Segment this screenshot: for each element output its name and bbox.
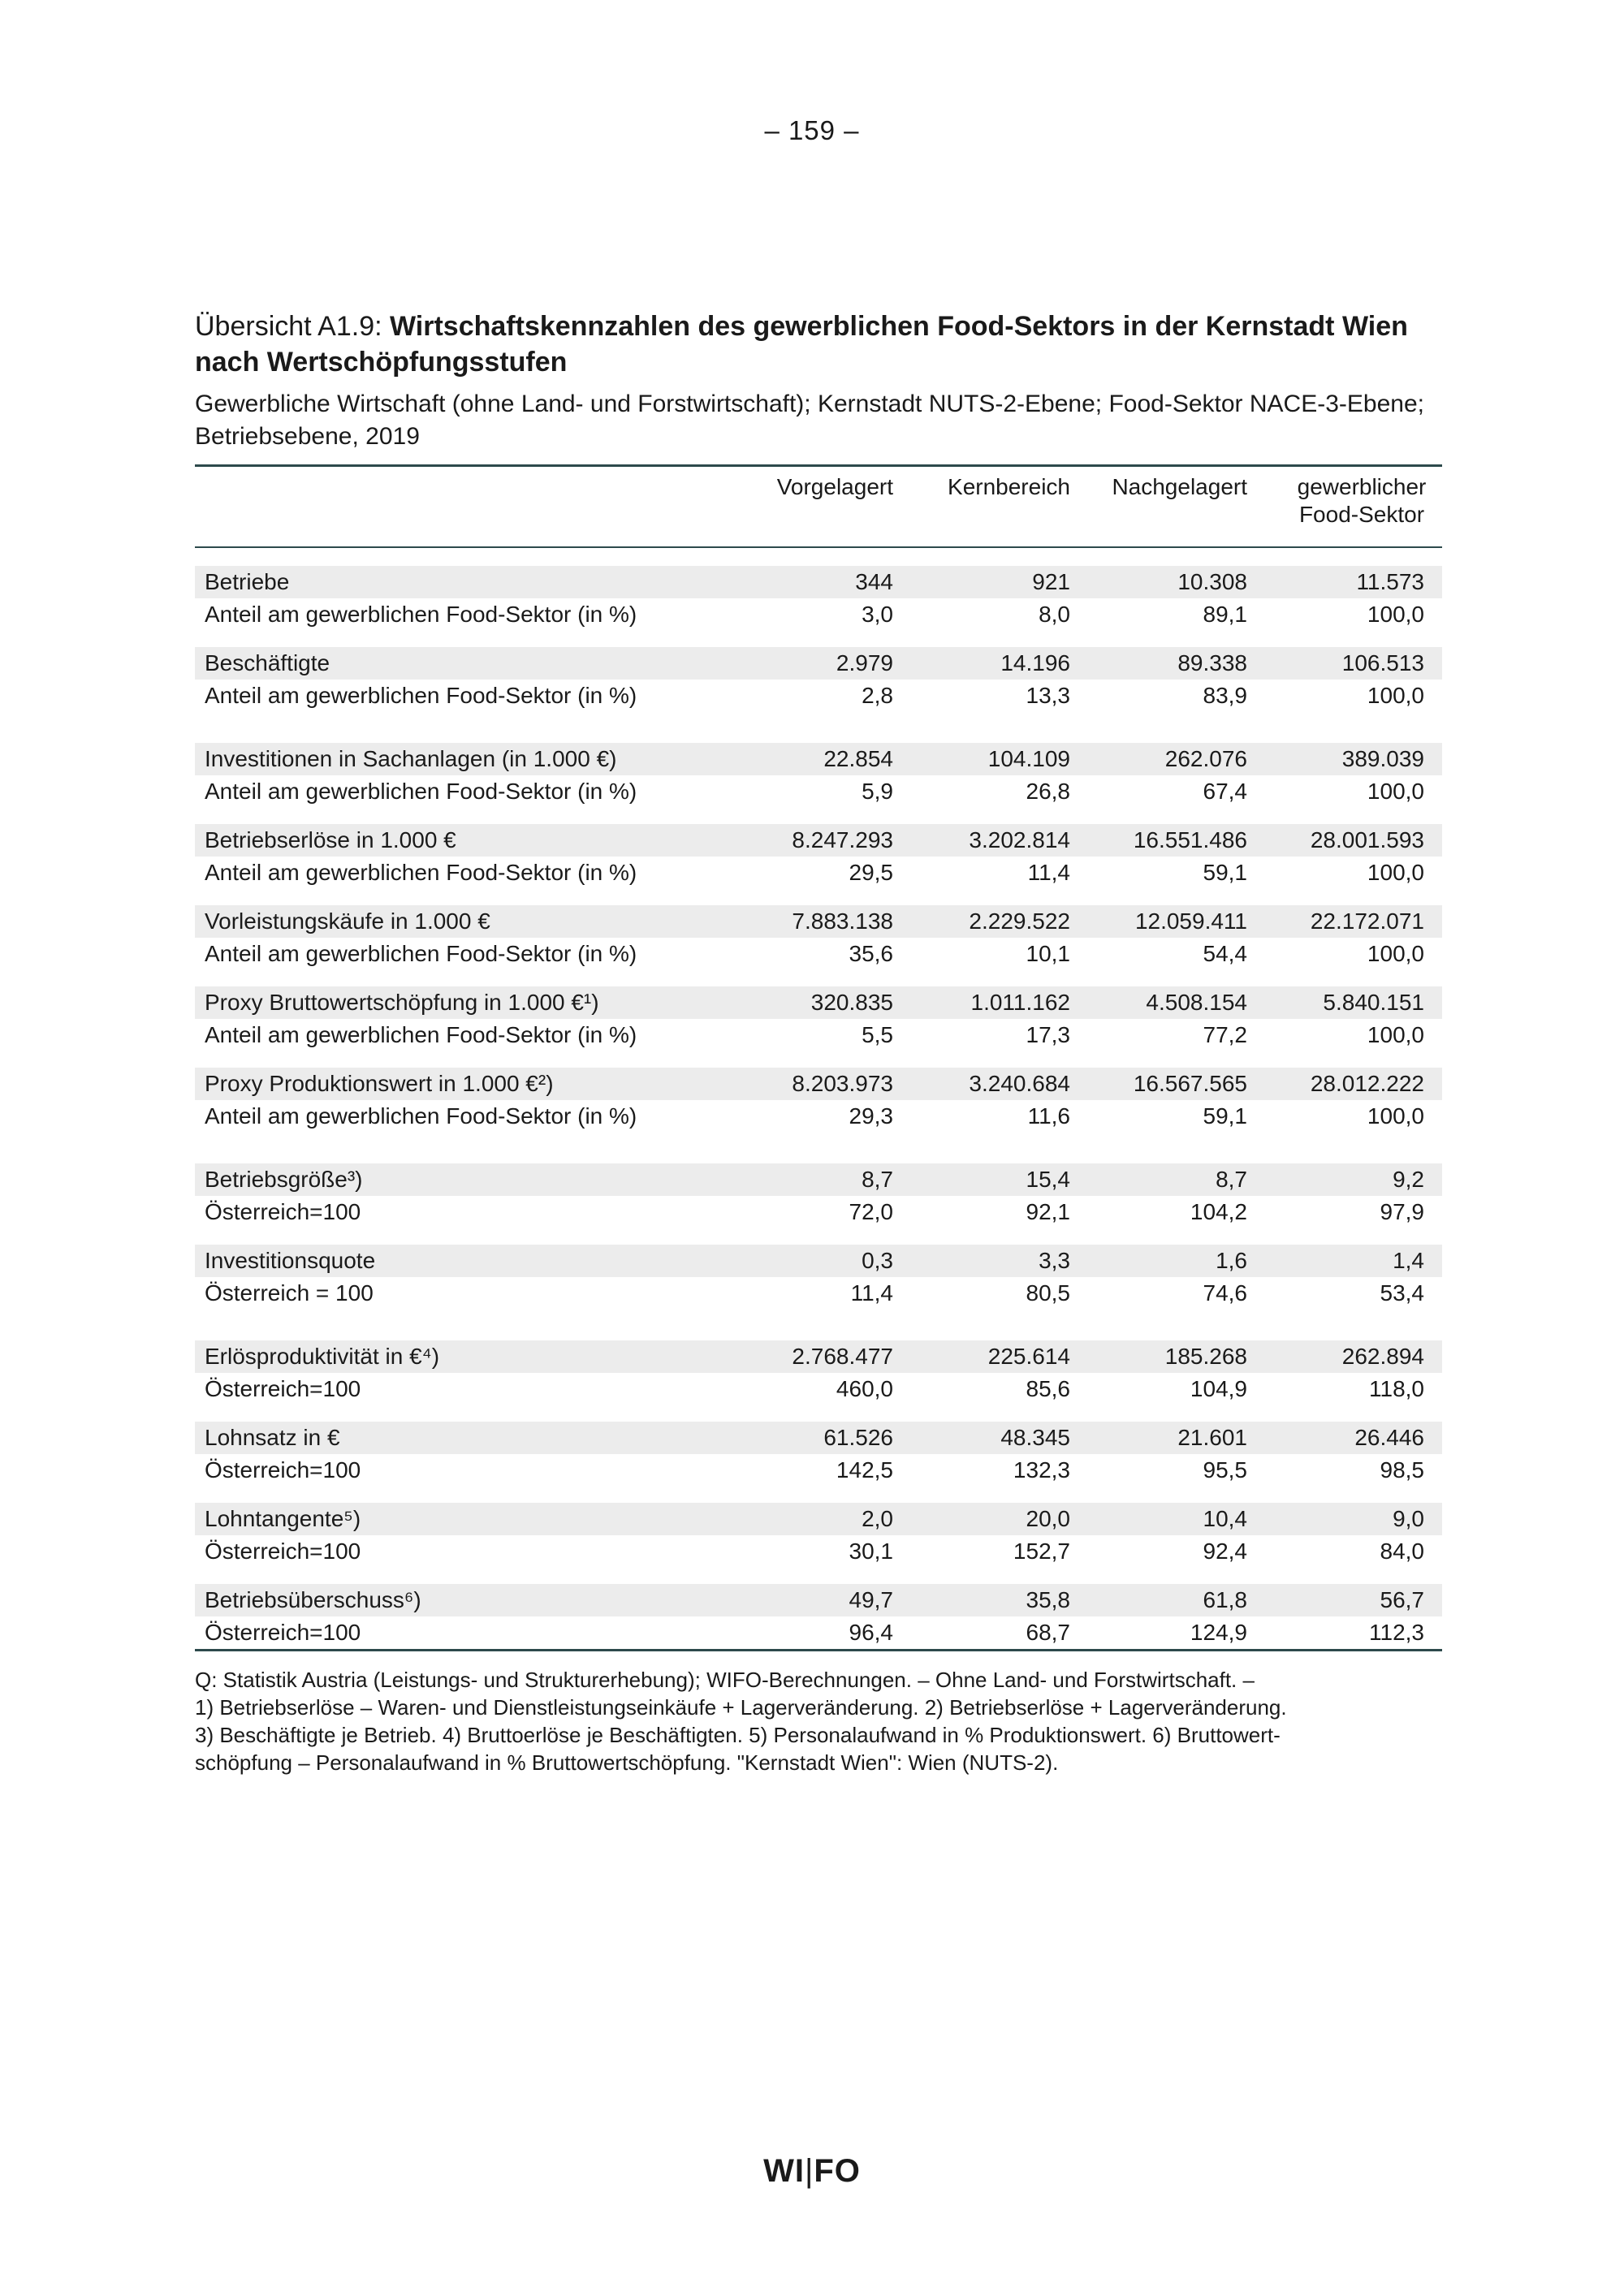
title-block (195, 309, 1445, 453)
header-kernbereich: Kernbereich (948, 474, 1070, 499)
row-value: 11,4 (1027, 860, 1070, 885)
row-value: 53,4 (1380, 1280, 1424, 1306)
footnote-line: schöpfung – Personalaufwand in % Bruttowertschöpfung. "Kernstadt Wien": Wien (NUTS-2). (195, 1750, 1059, 1775)
row-value: 61.526 (734, 1422, 911, 1454)
row-label: Anteil am gewerblichen Food-Sektor (in %) (205, 1022, 637, 1047)
row-value: 92,1 (1026, 1199, 1070, 1224)
row-label: Anteil am gewerblichen Food-Sektor (in %) (205, 779, 637, 804)
table-body (195, 547, 1442, 1651)
spacer-cell (195, 547, 1442, 566)
row-value: 2,0 (734, 1503, 911, 1535)
row-label: Betriebe (195, 566, 734, 598)
table-row (195, 1100, 1442, 1133)
spacer-cell (195, 808, 1442, 824)
row-label: Vorleistungskäufe in 1.000 € (195, 905, 734, 938)
row-spacer (195, 1568, 1442, 1584)
spacer-cell (195, 889, 1442, 905)
row-value: 17,3 (1026, 1022, 1070, 1047)
row-label: Lohntangente⁵) (195, 1503, 734, 1535)
row-value: 262.894 (1265, 1340, 1442, 1373)
row-value: 98,5 (1380, 1457, 1424, 1482)
row-value: 10.308 (1088, 566, 1265, 598)
row-value: 35,6 (849, 941, 893, 966)
row-value: 5,9 (862, 779, 893, 804)
row-value: 3,3 (911, 1245, 1088, 1277)
row-value: 77,2 (1203, 1022, 1247, 1047)
footnote-line: 1) Betriebserlöse – Waren- und Dienstleistungseinkäufe + Lagerveränderung. 2) Betriebserlöse + Lagerveränderung. (195, 1695, 1287, 1720)
row-spacer (195, 1405, 1442, 1422)
table-row (195, 1503, 1442, 1535)
row-value: 104,2 (1190, 1199, 1247, 1224)
table-row (195, 1373, 1442, 1405)
header-label-empty (195, 466, 734, 548)
table-row (195, 1340, 1442, 1373)
row-label: Erlösproduktivität in €⁴) (195, 1340, 734, 1373)
row-value: 95,5 (1203, 1457, 1247, 1482)
data-table (195, 464, 1442, 1651)
title-prefix: Übersicht A1.9: (195, 311, 391, 342)
row-value: 152,7 (1013, 1539, 1070, 1564)
row-value: 49,7 (734, 1584, 911, 1616)
row-value: 2.768.477 (734, 1340, 911, 1373)
row-value: 2.979 (734, 647, 911, 680)
row-value: 3.240.684 (911, 1068, 1088, 1100)
row-value: 104.109 (911, 743, 1088, 775)
row-spacer (195, 970, 1442, 986)
spacer-cell (195, 712, 1442, 743)
row-spacer (195, 1133, 1442, 1163)
table-subtitle: Gewerbliche Wirtschaft (ohne Land- und Forstwirtschaft); Kernstadt NUTS-2-Ebene; Food-Sektor NACE-3-Ebene; Betriebsebene, 2019 (195, 391, 1424, 450)
row-value: 80,5 (1026, 1280, 1070, 1306)
row-value: 344 (734, 566, 911, 598)
row-value: 5,5 (862, 1022, 893, 1047)
row-value: 100,0 (1367, 602, 1424, 627)
row-value: 15,4 (911, 1163, 1088, 1196)
row-value: 4.508.154 (1088, 986, 1265, 1019)
row-value: 921 (911, 566, 1088, 598)
row-value: 262.076 (1088, 743, 1265, 775)
row-spacer (195, 547, 1442, 566)
row-label: Anteil am gewerblichen Food-Sektor (in %) (205, 683, 637, 708)
spacer-cell (195, 1310, 1442, 1340)
row-value: 22.854 (734, 743, 911, 775)
row-value: 1,6 (1088, 1245, 1265, 1277)
row-value: 85,6 (1026, 1376, 1070, 1401)
row-value: 100,0 (1367, 1103, 1424, 1129)
row-value: 11,6 (1027, 1103, 1070, 1129)
table-row (195, 1196, 1442, 1228)
row-label: Betriebsüberschuss⁶) (195, 1584, 734, 1616)
row-value: 84,0 (1380, 1539, 1424, 1564)
row-label: Investitionsquote (195, 1245, 734, 1277)
title-bold: Wirtschaftskennzahlen des gewerblichen Food-Sektors in der Kernstadt Wien nach Wertschöpfungsstufen (195, 311, 1408, 378)
table-title (195, 309, 1445, 380)
row-value: 48.345 (911, 1422, 1088, 1454)
row-spacer (195, 1051, 1442, 1068)
logo-left: WI (763, 2153, 805, 2189)
row-value: 8,7 (1088, 1163, 1265, 1196)
row-label: Investitionen in Sachanlagen (in 1.000 €) (195, 743, 734, 775)
row-value: 28.012.222 (1265, 1068, 1442, 1100)
footnote-line: Q: Statistik Austria (Leistungs- und Strukturerhebung); WIFO-Berechnungen. – Ohne Land- und Forstwirtschaft. – (195, 1668, 1255, 1692)
row-label: Österreich = 100 (205, 1280, 374, 1306)
row-spacer (195, 808, 1442, 824)
row-value: 100,0 (1367, 941, 1424, 966)
row-value: 389.039 (1265, 743, 1442, 775)
row-value: 2,8 (862, 683, 893, 708)
table-row (195, 1245, 1442, 1277)
row-value: 28.001.593 (1265, 824, 1442, 857)
row-value: 96,4 (734, 1616, 911, 1651)
table-row (195, 905, 1442, 938)
row-label: Österreich=100 (205, 1376, 361, 1401)
row-value: 20,0 (911, 1503, 1088, 1535)
row-value: 22.172.071 (1265, 905, 1442, 938)
table-row (195, 1019, 1442, 1051)
row-value: 112,3 (1265, 1616, 1442, 1651)
row-value: 1.011.162 (911, 986, 1088, 1019)
table-row (195, 1584, 1442, 1616)
spacer-cell (195, 1487, 1442, 1503)
row-label: Österreich=100 (205, 1457, 361, 1482)
row-value: 8,7 (734, 1163, 911, 1196)
table-row (195, 824, 1442, 857)
table-header-row (195, 466, 1442, 548)
row-value: 8.203.973 (734, 1068, 911, 1100)
row-value: 11.573 (1265, 566, 1442, 598)
table-row (195, 775, 1442, 808)
row-value: 10,4 (1088, 1503, 1265, 1535)
footnote (195, 1666, 1445, 1776)
row-spacer (195, 712, 1442, 743)
spacer-cell (195, 1568, 1442, 1584)
table-row (195, 566, 1442, 598)
row-spacer (195, 1487, 1442, 1503)
row-value: 89,1 (1203, 602, 1247, 627)
row-label: Anteil am gewerblichen Food-Sektor (in %) (205, 941, 637, 966)
row-label: Anteil am gewerblichen Food-Sektor (in %) (205, 602, 637, 627)
row-label: Proxy Bruttowertschöpfung in 1.000 €¹) (195, 986, 734, 1019)
row-label: Betriebserlöse in 1.000 € (195, 824, 734, 857)
row-value: 12.059.411 (1088, 905, 1265, 938)
row-value: 5.840.151 (1265, 986, 1442, 1019)
row-value: 16.567.565 (1088, 1068, 1265, 1100)
row-value: 89.338 (1088, 647, 1265, 680)
row-value: 56,7 (1265, 1584, 1442, 1616)
table-row (195, 938, 1442, 970)
row-value: 26.446 (1265, 1422, 1442, 1454)
spacer-cell (195, 970, 1442, 986)
table-row (195, 743, 1442, 775)
row-value: 59,1 (1203, 1103, 1247, 1129)
table-row (195, 986, 1442, 1019)
spacer-cell (195, 1133, 1442, 1163)
row-value: 29,3 (849, 1103, 893, 1129)
row-value: 16.551.486 (1088, 824, 1265, 857)
table-row (195, 1068, 1442, 1100)
row-value: 14.196 (911, 647, 1088, 680)
row-value: 2.229.522 (911, 905, 1088, 938)
logo-right: FO (814, 2153, 861, 2189)
row-label: Anteil am gewerblichen Food-Sektor (in %) (205, 860, 637, 885)
wifo-logo (0, 2153, 1624, 2190)
row-value: 100,0 (1367, 860, 1424, 885)
data-table-wrapper (195, 464, 1442, 1651)
row-value: 225.614 (911, 1340, 1088, 1373)
table-row (195, 1454, 1442, 1487)
table-row (195, 680, 1442, 712)
row-label: Österreich=100 (195, 1616, 734, 1651)
row-value: 8.247.293 (734, 824, 911, 857)
table-row (195, 1535, 1442, 1568)
row-value: 132,3 (1013, 1457, 1070, 1482)
row-value: 21.601 (1088, 1422, 1265, 1454)
row-value: 13,3 (1026, 683, 1070, 708)
row-label: Anteil am gewerblichen Food-Sektor (in %) (205, 1103, 637, 1129)
row-value: 97,9 (1380, 1199, 1424, 1224)
row-value: 8,0 (1039, 602, 1070, 627)
row-value: 118,0 (1369, 1376, 1424, 1401)
row-value: 460,0 (836, 1376, 893, 1401)
spacer-cell (195, 1405, 1442, 1422)
table-row (195, 1163, 1442, 1196)
row-value: 54,4 (1203, 941, 1247, 966)
row-value: 61,8 (1088, 1584, 1265, 1616)
table-row (195, 1422, 1442, 1454)
row-value: 10,1 (1026, 941, 1070, 966)
row-value: 74,6 (1203, 1280, 1247, 1306)
row-spacer (195, 1310, 1442, 1340)
row-value: 185.268 (1088, 1340, 1265, 1373)
row-value: 1,4 (1265, 1245, 1442, 1277)
row-value: 59,1 (1203, 860, 1247, 885)
table-row (195, 1277, 1442, 1310)
row-value: 3.202.814 (911, 824, 1088, 857)
row-value: 7.883.138 (734, 905, 911, 938)
page-number: – 159 – (764, 115, 860, 145)
footnote-line: 3) Beschäftigte je Betrieb. 4) Bruttoerlöse je Beschäftigten. 5) Personalaufwand in % Produktionswert. 6) Bruttowert- (195, 1723, 1281, 1747)
row-value: 100,0 (1367, 683, 1424, 708)
logo-divider: | (804, 2153, 814, 2189)
row-value: 3,0 (862, 602, 893, 627)
row-value: 67,4 (1203, 779, 1247, 804)
row-value: 68,7 (911, 1616, 1088, 1651)
row-value: 124,9 (1088, 1616, 1265, 1651)
row-value: 9,2 (1265, 1163, 1442, 1196)
row-value: 104,9 (1190, 1376, 1247, 1401)
row-value: 142,5 (836, 1457, 893, 1482)
spacer-cell (195, 1228, 1442, 1245)
row-value: 29,5 (849, 860, 893, 885)
row-label: Betriebsgröße³) (195, 1163, 734, 1196)
row-value: 92,4 (1203, 1539, 1247, 1564)
row-value: 0,3 (734, 1245, 911, 1277)
row-label: Lohnsatz in € (195, 1422, 734, 1454)
spacer-cell (195, 631, 1442, 647)
row-spacer (195, 889, 1442, 905)
row-value: 100,0 (1367, 779, 1424, 804)
row-value: 72,0 (849, 1199, 893, 1224)
row-value: 30,1 (849, 1539, 893, 1564)
row-value: 26,8 (1026, 779, 1070, 804)
header-food-sektor: gewerblicher Food-Sektor (1297, 474, 1427, 527)
row-label: Beschäftigte (195, 647, 734, 680)
row-value: 35,8 (911, 1584, 1088, 1616)
row-spacer (195, 1228, 1442, 1245)
row-label: Proxy Produktionswert in 1.000 €²) (195, 1068, 734, 1100)
table-row (195, 1616, 1442, 1651)
row-value: 9,0 (1265, 1503, 1442, 1535)
row-value: 320.835 (734, 986, 911, 1019)
header-nachgelagert: Nachgelagert (1112, 474, 1247, 499)
spacer-cell (195, 1051, 1442, 1068)
row-label: Österreich=100 (205, 1199, 361, 1224)
row-label: Österreich=100 (205, 1539, 361, 1564)
row-value: 11,4 (850, 1280, 893, 1306)
table-row (195, 598, 1442, 631)
header-vorgelagert: Vorgelagert (776, 474, 893, 499)
table-row (195, 647, 1442, 680)
row-spacer (195, 631, 1442, 647)
row-value: 83,9 (1203, 683, 1247, 708)
row-value: 106.513 (1265, 647, 1442, 680)
table-row (195, 857, 1442, 889)
row-value: 100,0 (1367, 1022, 1424, 1047)
